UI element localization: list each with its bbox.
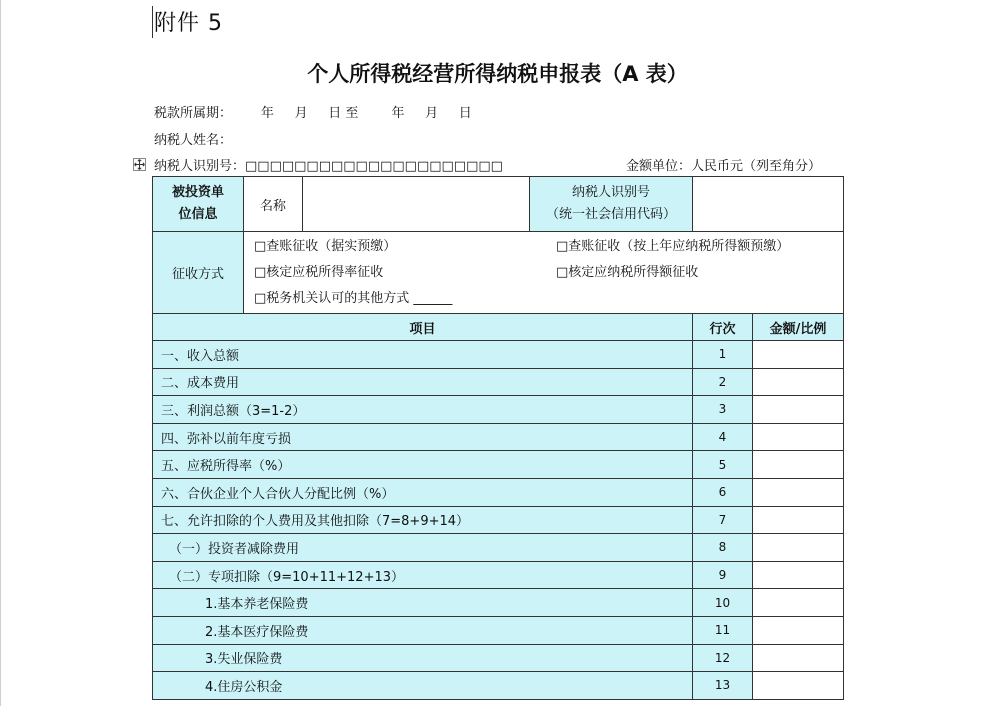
table-row <box>153 534 844 562</box>
option-other-method[interactable]: □税务机关认可的其他方式 ______ <box>254 290 453 306</box>
attachment-label: 附件 5 <box>154 11 223 36</box>
row-number: 11 <box>693 616 753 644</box>
form-title: 个人所得税经营所得纳税申报表（A 表） <box>307 62 688 86</box>
option-assessed-rate[interactable]: □核定应税所得率征收 <box>254 264 384 280</box>
investee-id-label-line1: 纳税人识别号 <box>571 185 650 200</box>
row-item-label: （二）专项扣除（9=10+11+12+13） <box>153 561 693 589</box>
row-amount-field[interactable] <box>753 534 844 562</box>
row-number: 13 <box>693 672 753 700</box>
column-header-item: 项目 <box>153 314 693 341</box>
table-move-icon[interactable] <box>133 158 146 171</box>
table-row <box>153 616 844 644</box>
option-audit-prior-year[interactable]: □查账征收（按上年应纳税所得额预缴） <box>556 238 790 254</box>
table-row <box>153 644 844 672</box>
row-amount-field[interactable] <box>753 341 844 369</box>
amount-unit: 金额单位：人民币元（列至角分） <box>626 159 822 174</box>
taxpayer-name-line: 纳税人姓名： <box>154 133 233 148</box>
row-item-label: 一、收入总额 <box>153 341 693 369</box>
table-row <box>153 506 844 534</box>
row-amount-field[interactable] <box>753 423 844 451</box>
column-header-amount: 金额/比例 <box>753 314 844 341</box>
investee-info-label <box>153 177 244 232</box>
row-amount-field[interactable] <box>753 506 844 534</box>
row-amount-field[interactable] <box>753 396 844 424</box>
row-amount-field[interactable] <box>753 478 844 506</box>
investee-name-label: 名称 <box>244 177 303 232</box>
row-amount-field[interactable] <box>753 616 844 644</box>
investee-id-label <box>530 177 693 232</box>
tax-period-line: 税款所属期： 年 月 日 至 年 月 日 <box>154 106 472 121</box>
table-row <box>153 672 844 700</box>
taxpayer-id-line: 纳税人识别号：□□□□□□□□□□□□□□□□□□□□□ <box>154 159 503 174</box>
line-items <box>153 341 844 700</box>
row-amount-field[interactable] <box>753 368 844 396</box>
row-item-label: （一）投资者减除费用 <box>153 534 693 562</box>
table-row <box>153 396 844 424</box>
row-item-label: 二、成本费用 <box>153 368 693 396</box>
row-number: 4 <box>693 423 753 451</box>
investee-info-label-line1: 被投资单 <box>171 185 224 200</box>
row-amount-field[interactable] <box>753 644 844 672</box>
row-number: 8 <box>693 534 753 562</box>
row-number: 3 <box>693 396 753 424</box>
table-row <box>153 589 844 617</box>
row-amount-field[interactable] <box>753 589 844 617</box>
row-number: 10 <box>693 589 753 617</box>
row-number: 6 <box>693 478 753 506</box>
collection-method-options <box>244 232 844 314</box>
row-item-label: 4.住房公积金 <box>153 672 693 700</box>
row-number: 5 <box>693 451 753 479</box>
row-amount-field[interactable] <box>753 672 844 700</box>
row-item-label: 四、弥补以前年度亏损 <box>153 423 693 451</box>
investee-name-field[interactable] <box>303 177 530 232</box>
investee-id-field[interactable] <box>693 177 844 232</box>
table-row <box>153 561 844 589</box>
row-item-label: 七、允许扣除的个人费用及其他扣除（7=8+9+14） <box>153 506 693 534</box>
row-item-label: 三、利润总额（3=1-2） <box>153 396 693 424</box>
collection-method-label: 征收方式 <box>153 232 244 314</box>
text-cursor <box>152 6 153 38</box>
row-number: 9 <box>693 561 753 589</box>
page-edge <box>0 0 1 706</box>
table-row <box>153 478 844 506</box>
column-header-row-no: 行次 <box>693 314 753 341</box>
option-audit-actual[interactable]: □查账征收（据实预缴） <box>254 238 397 254</box>
row-item-label: 五、应税所得率（%） <box>153 451 693 479</box>
row-number: 12 <box>693 644 753 672</box>
investee-id-label-line2: （统一社会信用代码） <box>545 207 676 222</box>
table-row <box>153 368 844 396</box>
table-row <box>153 423 844 451</box>
row-number: 2 <box>693 368 753 396</box>
table-row <box>153 451 844 479</box>
option-assessed-income[interactable]: □核定应纳税所得额征收 <box>556 264 699 280</box>
investee-info-label-line2: 位信息 <box>178 207 218 222</box>
row-item-label: 3.失业保险费 <box>153 644 693 672</box>
row-amount-field[interactable] <box>753 561 844 589</box>
table-row <box>153 341 844 369</box>
row-item-label: 2.基本医疗保险费 <box>153 616 693 644</box>
row-amount-field[interactable] <box>753 451 844 479</box>
tax-return-table <box>152 176 844 700</box>
row-number: 7 <box>693 506 753 534</box>
row-item-label: 六、合伙企业个人合伙人分配比例（%） <box>153 478 693 506</box>
row-item-label: 1.基本养老保险费 <box>153 589 693 617</box>
row-number: 1 <box>693 341 753 369</box>
